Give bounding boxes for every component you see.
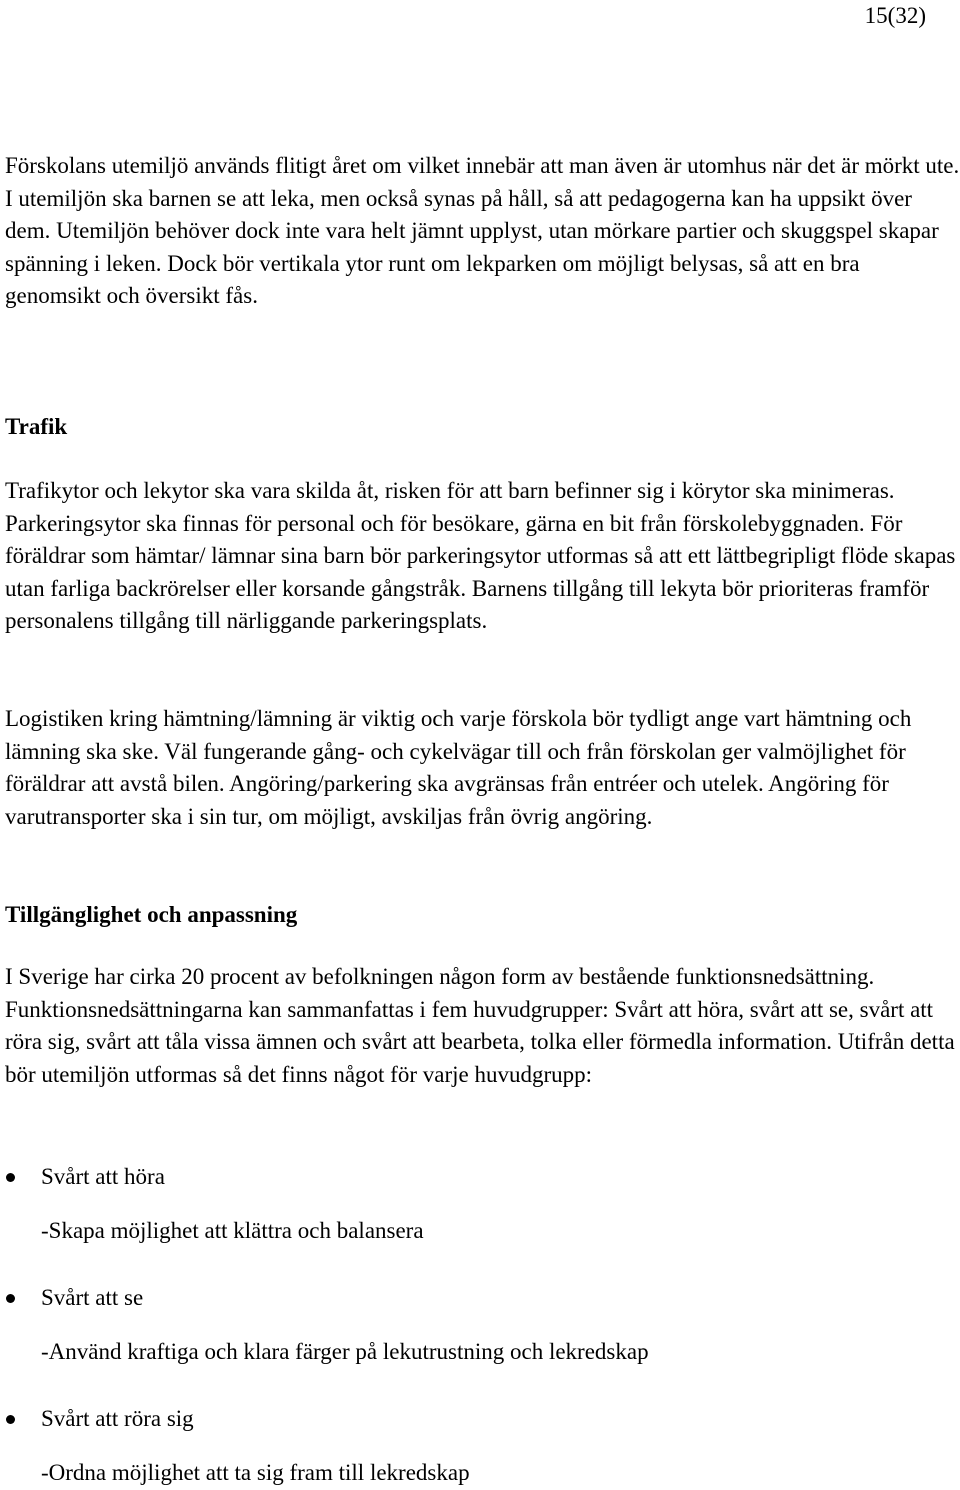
- bullet-icon: [6, 1415, 15, 1424]
- tillganglighet-paragraph: I Sverige har cirka 20 procent av befolkningen någon form av bestående funktionsnedsättning. Funktionsnedsättningarna kan sammanfattas i fem huvudgrupper: Svårt att höra, svårt att se, svårt att röra sig, svårt att tåla vissa ämnen och svårt att bearbeta, tolka eller förmedla information. Utifrån detta bör utemiljön utformas så det finns något för varje huvudgrupp:: [5, 964, 955, 1087]
- list-item-detail: -Ordna möjlighet att ta sig fram till lekredskap: [41, 1460, 470, 1485]
- intro-paragraph: Förskolans utemiljö används flitigt året om vilket innebär att man även är utomhus när det är mörkt ute. I utemiljön ska barnen se att leka, men också synas på håll, så att pedagogerna kan ha uppsikt över dem. Utemiljön behöver dock inte vara helt jämnt upplyst, utan mörkare partier och skuggspel skapar spänning i leken. Dock bör vertikala ytor runt om lekparken om möjligt belysas, så att en bra genomsikt och översikt fås.: [5, 153, 960, 309]
- trafik-paragraph-2: Logistiken kring hämtning/lämning är viktig och varje förskola bör tydligt ange vart hämtning och lämning ska ske. Väl fungerande gång- och cykelvägar till och från förskolan ger valmöjlighet för föräldrar att avstå bilen. Angöring/parkering ska avgränsas från entréer och utelek. Angöring för varutransporter ska i sin tur, om möjligt, avskiljas från övrig angöring.: [5, 706, 912, 829]
- list-item-label: Svårt att se: [41, 1285, 144, 1310]
- list-item-detail: -Skapa möjlighet att klättra och balansera: [41, 1218, 424, 1243]
- page-number: 15(32): [864, 3, 926, 28]
- list-item: [0, 1284, 960, 1316]
- list-item-detail: -Använd kraftiga och klara färger på lekutrustning och lekredskap: [41, 1339, 649, 1364]
- list-item-label: Svårt att röra sig: [41, 1406, 194, 1431]
- heading-trafik: Trafik: [5, 414, 68, 439]
- bullet-icon: [6, 1173, 15, 1182]
- bullet-icon: [6, 1294, 15, 1303]
- heading-tillganglighet: Tillgänglighet och anpassning: [5, 902, 298, 927]
- list-item: [0, 1163, 960, 1195]
- list-item: [0, 1405, 960, 1437]
- trafik-paragraph-1: Trafikytor och lekytor ska vara skilda åt, risken för att barn befinner sig i körytor ska minimeras. Parkeringsytor ska finnas för personal och för besökare, gärna en bit från förskolebyggnaden. För föräldrar som hämtar/ lämnar sina barn bör parkeringsytor utformas så att ett lättbegripligt flöde skapas utan farliga backrörelser eller korsande gångstråk. Barnens tillgång till lekyta bör prioriteras framför personalens tillgång till närliggande parkeringsplats.: [5, 478, 956, 634]
- list-item-label: Svårt att höra: [41, 1164, 165, 1189]
